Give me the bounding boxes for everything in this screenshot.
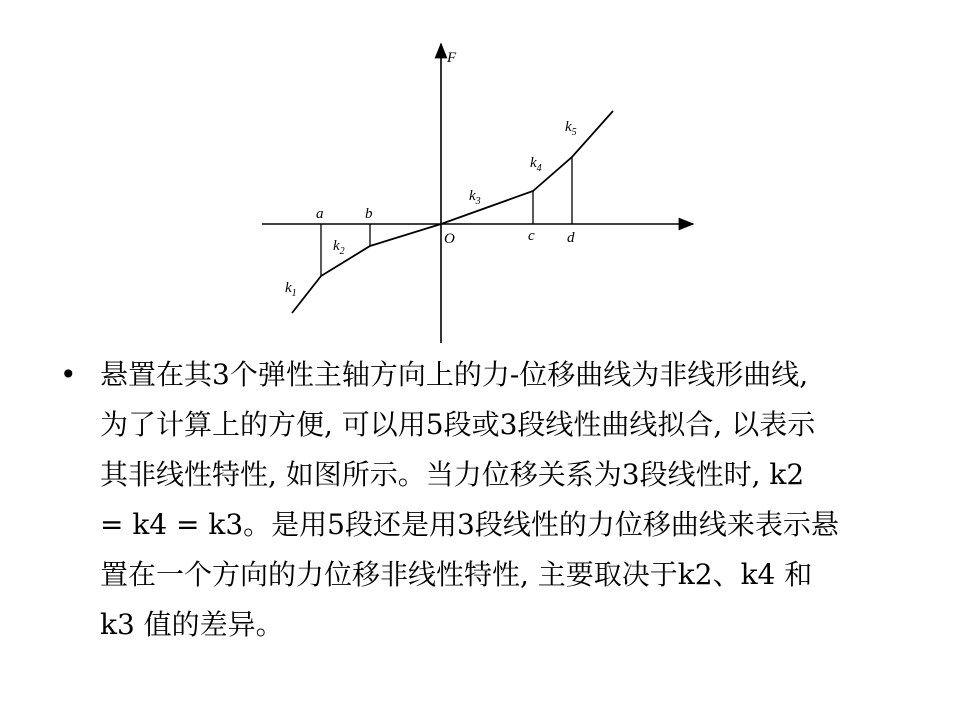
text-line-1: 悬置在其3个弹性主轴方向上的力-位移曲线为非线形曲线, [100, 358, 809, 391]
segment-label-k4: $k_4$ [530, 155, 542, 174]
text-line-3: 其非线性特性, 如图所示。当力位移关系为3段线性时, k2 [100, 458, 805, 491]
point-label-d: d [567, 230, 575, 246]
text-line-6: k3 值的差异。 [100, 608, 284, 641]
text-line-4: = k4 = k3。是用5段还是用3段线性的力位移曲线来表示悬 [100, 508, 839, 541]
point-label-c: c [528, 228, 535, 244]
text-line-2: 为了计算上的方便, 可以用5段或3段线性曲线拟合, 以表示 [100, 408, 816, 441]
y-axis-label: F [447, 50, 457, 66]
text-line-5: 置在一个方向的力位移非线性特性, 主要取决于k2、k4 和 [100, 558, 813, 591]
segment-label-k3: $k_3$ [469, 188, 481, 207]
point-label-b: b [365, 206, 373, 222]
segment-label-k2: $k_2$ [333, 238, 345, 257]
bullet-marker: • [60, 358, 77, 391]
origin-label: O [444, 231, 455, 247]
segment-label-k1: $k_1$ [285, 280, 297, 299]
force-displacement-curve [292, 111, 613, 313]
point-label-a: a [316, 206, 324, 222]
force-displacement-diagram [0, 0, 960, 345]
segment-label-k5: $k_5$ [565, 119, 577, 138]
paragraph-text [100, 350, 940, 650]
